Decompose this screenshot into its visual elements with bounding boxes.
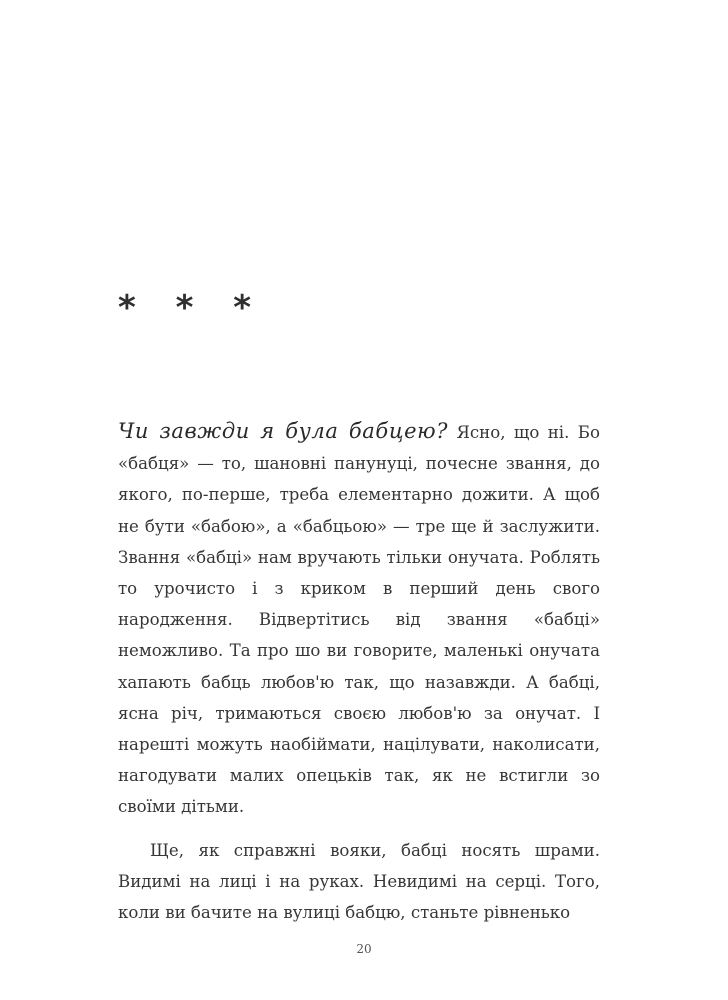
page-number: 20 xyxy=(356,942,372,956)
paragraph-1-text: Ясно, що ні. Бо «бабця» — то, шановні панунуці, почесне звання, до якого, по-перше, треба елементарно дожити. А щоб не бути «бабою», а «бабцьою» — тре ще й заслужити. Звання «бабці» нам вручають тільки онучата. Роблять то урочисто і з криком в перший день свого народження. Відвертітись від звання «бабці» неможливо. Та про шо ви говорите, маленькі онучата хапають бабць любов'ю так, що назавжди. А бабці, ясна річ, тримаються своєю любов'ю за онучат. І нарешті можуть наобіймати, націлувати, наколисати, нагодувати малих опецьків так, як не встигли зо своїми дітьми. xyxy=(118,423,600,817)
paragraph-2: Ще, як справжні вояки, бабці носять шрами. Видимі на лиці і на руках. Невидимі на серці. Того, коли ви бачите на вулиці бабцю, станьте рівненько xyxy=(118,840,600,923)
section-break: * * * xyxy=(118,288,266,328)
body-text xyxy=(118,416,600,928)
handwritten-lead-in: Чи завжди я була бабцею? xyxy=(118,419,449,443)
paragraph-1 xyxy=(118,416,600,823)
